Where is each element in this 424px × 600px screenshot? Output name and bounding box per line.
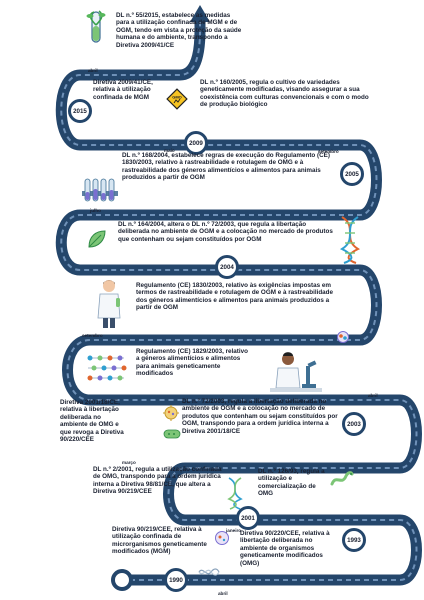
event-text-regulamento-1829-2003: Regulamento (CE) 1829/2003, relativo a géneros alimentícios e alimentos para animais geneticamente modificados [136,348,248,378]
gmo-warning-sign-icon [166,88,188,110]
timeline-start-dot [113,571,131,589]
month-label-marco: março [122,460,136,465]
month-label-janeiro: janeiro [226,528,242,533]
event-text-dl-168-2004: DL n.º 168/2004, estabelece regras de execução do Regulamento (CE) 1830/2003, relativo à rastreabilidade e rotulagem de OMG e à rastreabilidade dos géneros alimentícios e alimentos para animais produzidos a partir de OGM [122,152,330,182]
year-badge-2004: 2004 [215,255,239,279]
year-badge-2005: 2005 [340,162,364,186]
month-label-abril-2015: abril [88,68,98,73]
year-badge-1993: 1993 [342,528,366,552]
month-label-julho: julho [90,208,101,213]
event-text-dl-160-2005: DL n.º 160/2005, regula o cultivo de variedades geneticamente modificadas, visando assegurar a sua coexistência com culturas convencionais e com o modo de produção biológico [200,79,369,109]
event-text-dl-2-2001: DL n.º 2/2001, regula a utilização confinada de OMG, transpondo para a ordem jurídica interna a Diretiva 98/81/CE, que altera a Diretiva 90/219/CEE [93,466,222,496]
event-text-regulamento-1830-2003: Regulamento (CE) 1830/2003, relativo às exigências impostas em termos de rastreabilidade e rotulagem de OGM e à rastreabilidade dos géneros alimentícios e alimentos para animais produzidos a partir de OGM [136,282,334,312]
event-text-diretiva-2001-18: Diretiva 2001/18/CE, relativa à libertação deliberada no ambiente de OMG e que revoga a Diretiva 90/220/CEE [60,399,124,444]
month-label-maio: maio [164,148,175,153]
year-badge-2015: 2015 [68,99,92,123]
cell-microbe-icon [214,530,230,546]
event-text-diretiva-90-219: Diretiva 90/219/CEE, relativa à utilização confinada de microrganismos geneticamente modificados (MGM) [112,526,207,556]
event-text-dl-72-2003: DL n.º 72/2003, regula a libertação deliberada no ambiente de OGM e a colocação no mercado de produtos que contenham ou sejam constituídos por OGM, transpondo para a ordem jurídica interna a Diretiva 2001/18/CE [182,398,338,435]
year-badge-2009: 2009 [184,131,208,155]
dna-strand-icon [226,476,244,510]
event-text-dl-164-2004: DL n.º 164/2004, altera o DL n.º 72/2003, que regula a libertação deliberada no ambiente de OGM e a colocação no mercado de produtos que contenham ou sejam constituídos por OGM [118,221,333,243]
event-text-diretiva-2009-41: Diretiva 2009/41/CE, relativa à utilização confinada de MGM [93,79,153,101]
test-tube-icon [84,10,108,52]
year-badge-2003: 2003 [342,412,366,436]
year-badge-1990: 1990 [164,568,188,592]
year-badge-2001: 2001 [236,506,260,530]
event-text-dl-126-93: DL n.º 126/93, regula a utilização e comercialização de OMG [258,468,325,498]
scientist-microscope-icon [268,350,324,396]
svg-text:GMO: GMO [172,94,182,100]
molecule-chain-icon [84,350,128,384]
leaf-icon [86,228,108,250]
month-label-setembro-2009: setembro [318,149,339,154]
event-text-diretiva-90-220: Diretiva 90/220/CEE, relativa à libertação deliberada no ambiente de organismos geneticamente modificados (OMG) [240,530,330,567]
test-tube-rack-icon [80,175,120,205]
dna-helix-icon [336,215,364,265]
microorganism-icon [162,404,180,422]
scientist-icon [94,278,124,330]
worm-bacteria-icon [330,470,354,488]
month-label-abril-1990: abril [218,591,228,596]
bacteria-icon [162,428,182,440]
dna-small-icon [198,566,220,578]
event-text-dl-55-2015: DL n.º 55/2015, estabelece as medidas para a utilização confinada de MGM e de OGM, tendo em vista a proteção da saúde humana e do ambiente, transpondo a Diretiva 2009/41/CE [116,12,242,49]
month-label-abril-2003: abril [368,393,378,398]
molecule-icon [336,330,350,344]
month-label-setembro-2003: setembro [82,333,103,338]
